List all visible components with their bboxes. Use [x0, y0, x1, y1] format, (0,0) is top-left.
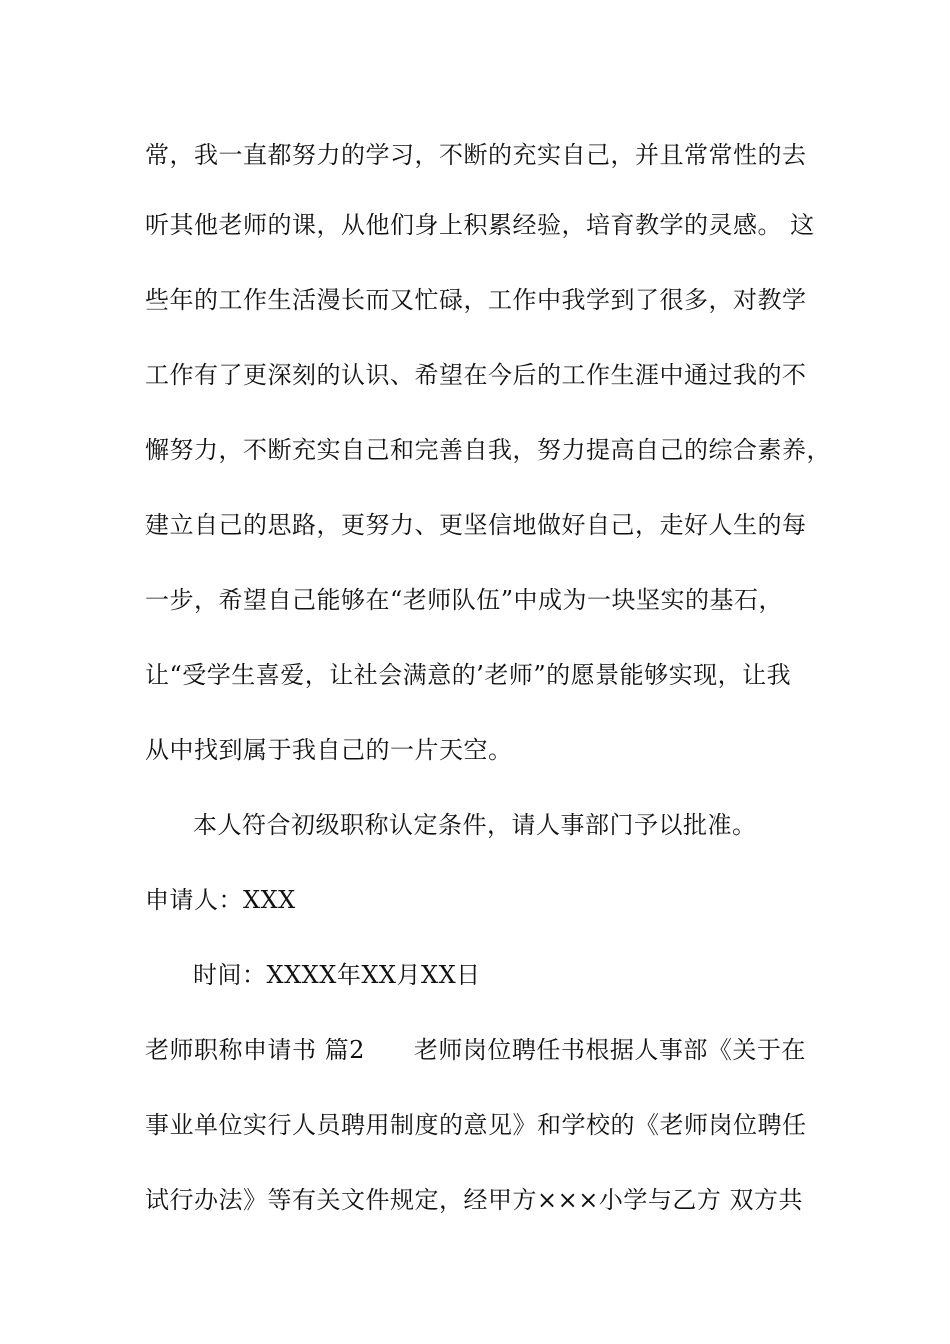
text-line-3: 些年的工作生活漫长而又忙碌，工作中我学到了很多，对教学	[145, 286, 807, 314]
text-line-8: 让“受学生喜爱，让社会满意的’老师”的愿景能够实现，让我	[145, 661, 792, 689]
text-line-9: 从中找到属于我自己的一片天空。	[145, 736, 513, 764]
text-line-2: 听其他老师的课，从他们身上积累经验，培育教学的灵感。 这	[145, 211, 815, 239]
text-line-5: 懈努力，不断充实自己和完善自我，努力提高自己的综合素养，	[145, 436, 831, 464]
text-line-14: 事业单位实行人员聘用制度的意见》和学校的《老师岗位聘任	[145, 1111, 807, 1139]
date-line: 时间：XXXX年XX月XX日	[193, 961, 481, 989]
text-line-4: 工作有了更深刻的认识、希望在今后的工作生涯中通过我的不	[145, 361, 807, 389]
section-heading-line: 老师职称申请书 篇2 老师岗位聘任书根据人事部《关于在	[145, 1036, 806, 1064]
applicant-line: 申请人：XXX	[145, 886, 296, 914]
approval-request: 本人符合初级职称认定条件，请人事部门予以批准。	[193, 811, 757, 839]
text-line-1: 常，我一直都努力的学习，不断的充实自己，并且常常性的去	[145, 141, 807, 169]
text-line-7: 一步，希望自己能够在“老师队伍”中成为一块坚实的基石，	[145, 586, 784, 614]
text-line-15: 试行办法》等有关文件规定，经甲方×××小学与乙方 双方共	[145, 1186, 803, 1214]
text-line-6: 建立自己的思路，更努力、更坚信地做好自己，走好人生的每	[145, 511, 807, 539]
